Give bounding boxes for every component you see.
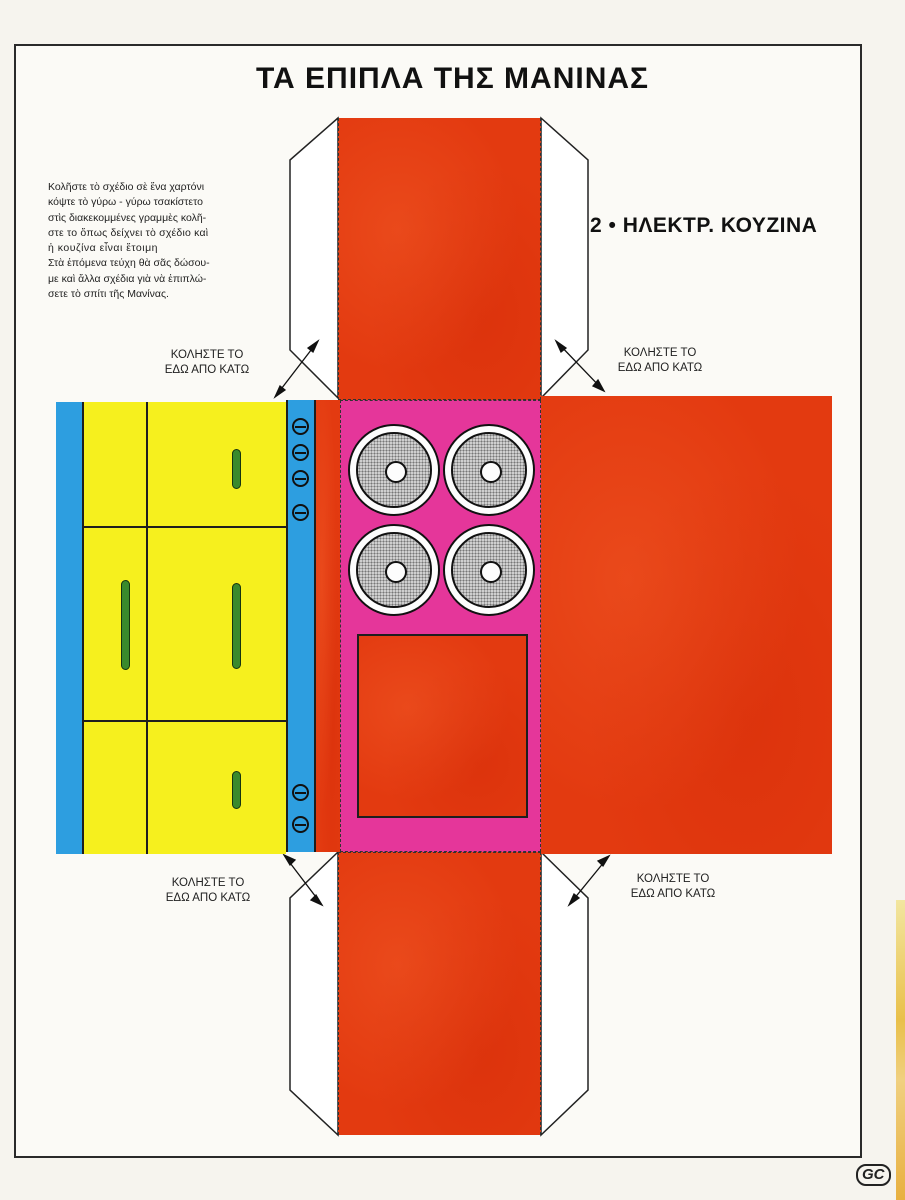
burner-icon (443, 524, 535, 616)
drawer-handle (232, 449, 241, 489)
glue-label-line: ΕΔΩ ΑΠΟ ΚΑΤΩ (630, 888, 716, 900)
door-handle (121, 580, 130, 670)
cabinet-front (84, 402, 286, 854)
drawer-handle (232, 771, 241, 809)
glue-label-line: ΚΟΛΗΣΤΕ ΤΟ (636, 873, 710, 885)
knob-icon (292, 816, 309, 833)
instruction-line: ἡ κουζίνα εἶναι ἕτοιμη (48, 242, 158, 255)
left-blue-edge (56, 402, 84, 854)
glue-label-bottom-right (603, 872, 743, 902)
top-panel-fold-line (338, 118, 541, 400)
burner-icon (348, 524, 440, 616)
glue-label-top-right (590, 346, 730, 376)
burner-icon (443, 424, 535, 516)
burner-icon (348, 424, 440, 516)
glue-label-line: ΚΟΛΗΣΤΕ ΤΟ (171, 877, 245, 889)
cabinet-divider (146, 402, 148, 854)
knob-icon (292, 444, 309, 461)
subtitle: 2 • ΗΛΕΚΤΡ. ΚΟΥΖΙΝΑ (590, 214, 818, 237)
instruction-line: στὶς διακεκομμένες γραμμὲς κολῆ- (48, 211, 207, 224)
knob-icon (292, 504, 309, 521)
instruction-line: με καὶ ἄλλα σχέδια γιὰ νὰ ἐπιπλώ- (48, 272, 207, 285)
glue-label-line: ΚΟΛΗΣΤΕ ΤΟ (623, 347, 697, 359)
glue-label-top-left (137, 348, 277, 378)
glue-label-bottom-left (138, 876, 278, 906)
page-edge (896, 900, 905, 1200)
knob-icon (292, 470, 309, 487)
oven-door-frame (357, 634, 528, 818)
publisher-logo: GC (856, 1164, 891, 1186)
left-side-strip (314, 400, 340, 852)
instruction-line: Κολῆστε τὸ σχέδιο σὲ ἕνα χαρτόνι (48, 181, 205, 193)
glue-label-line: ΕΔΩ ΑΠΟ ΚΑΤΩ (165, 892, 251, 904)
instruction-line: στε το ὅπως δείχνει τὸ σχέδιο καὶ (48, 226, 209, 239)
page-title: ΤΑ ΕΠΙΠΛΑ ΤΗΣ ΜΑΝΙΝΑΣ (255, 62, 650, 95)
instruction-line: Στὰ ἑπόμενα τεύχη θὰ σᾶς δώσου- (48, 257, 210, 270)
glue-label-line: ΕΔΩ ΑΠΟ ΚΑΤΩ (164, 364, 250, 376)
glue-label-line: ΚΟΛΗΣΤΕ ΤΟ (170, 349, 244, 361)
right-side-panel (541, 396, 832, 854)
cabinet-divider (84, 526, 286, 528)
instruction-line: κόψτε τὸ γύρω - γύρω τσακίστετο (48, 196, 203, 209)
glue-label-line: ΕΔΩ ΑΠΟ ΚΑΤΩ (617, 362, 703, 374)
instruction-line: σετε τὸ σπίτι τῆς Μανίνας. (48, 288, 169, 301)
knob-icon (292, 784, 309, 801)
knob-icon (292, 418, 309, 435)
cabinet-divider (84, 720, 286, 722)
bottom-panel-fold-line (338, 852, 541, 1135)
door-handle (232, 583, 241, 669)
